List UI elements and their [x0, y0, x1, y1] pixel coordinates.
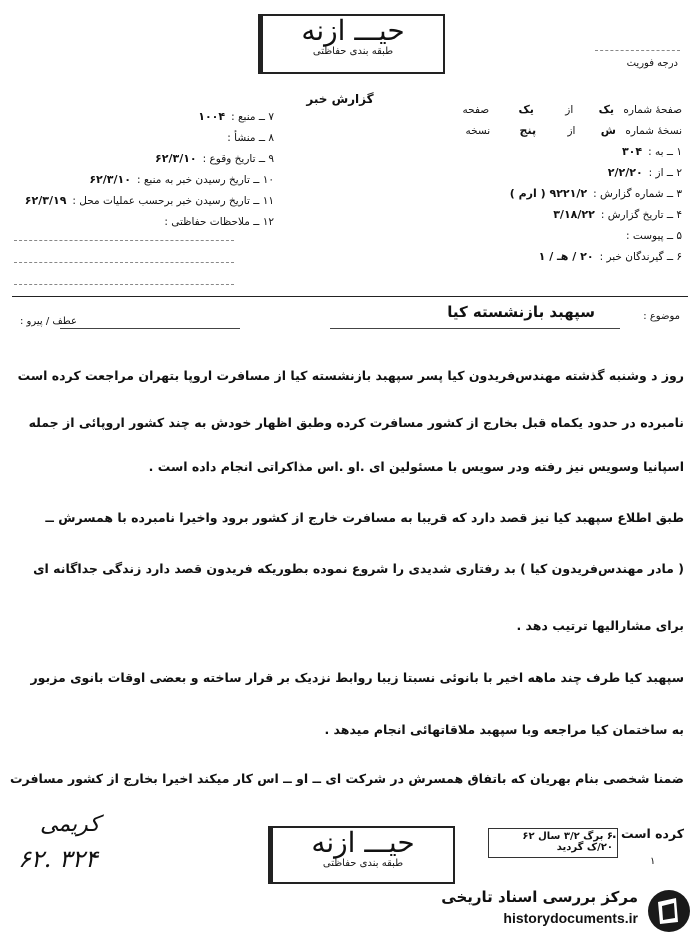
archive-box [488, 828, 618, 858]
body-line-7: سپهبد کیا طرف چند ماهه اخیر با بانوئی نسبتا زیبا روابط نزدیک بر قرار ساخته و بعضی اوقات بانوی مزبور [30, 670, 684, 685]
stamp-label: طبقه بندی حفاظتی [322, 858, 404, 869]
field-recipients: ۶ ــ گیرندگان خبر :۲۰ / هـ / ۱ [538, 250, 682, 263]
field-security-notes: ۱۲ ــ ملاحظات حفاظتی : [164, 216, 274, 228]
subject-row [20, 303, 680, 327]
field-from: ۲ ــ از :۲/۲/۲۰ [607, 166, 682, 179]
body-line-3: اسپانیا وسویس نیز رفته ودر سویس با مسئولین ای .او .اس مذاکراتی انجام داده است . [148, 459, 684, 474]
body-line-9: ضمنا شخصی بنام بهریان که باتفاق همسرش در شرکت ای ــ او ــ اس کار میکند اخیرا بخارج از کشور مسافرت [10, 771, 684, 786]
archive-box-line2: ۲۰/ک گردید [556, 842, 613, 853]
body-line-1: روز د وشنبه گذشته مهندس‌فریدون کیا پسر سپهبد بازنشسته کیا از مسافرت اروپا بتهران مراجعت کرده است [17, 368, 684, 383]
body-line-10: کرده است . [611, 826, 684, 841]
stamp-title: حیـــ ازنه [301, 14, 405, 47]
watermark-url: historydocuments.ir [503, 910, 638, 926]
body-line-8: به ساختمان کیا مراجعه وبا سپهبد ملاقاتهائی انجام میدهد . [324, 722, 684, 737]
stamp-title: حیـــ ازنه [311, 826, 415, 859]
subject-value: سپهبد بازنشسته کیا [447, 303, 595, 321]
field-report-number: ۳ ــ شماره گزارش :۹۲۲۱/۲ ( ارم ) [509, 187, 682, 200]
priority-label: درجه فوریت [626, 58, 678, 69]
field-attachment: ۵ ــ پیوست : [626, 230, 682, 242]
classification-stamp-top [258, 14, 445, 74]
archive-box-line1: ۶ برگ ۳/۲ سال ۶۲ [522, 831, 613, 842]
subject-label: موضوع : [643, 311, 680, 322]
watermark-title: مرکز بررسی اسناد تاریخی [441, 888, 638, 906]
archive-logo-icon [646, 888, 692, 934]
header-divider [12, 296, 688, 297]
watermark-logo [392, 886, 692, 936]
field-report-date: ۴ ــ تاریخ گزارش :۳/۱۸/۲۲ [553, 208, 682, 221]
field-occurrence-date: ۹ ــ تاریخ وقوع :۶۲/۳/۱۰ [155, 152, 274, 165]
classification-stamp-bottom [268, 826, 455, 884]
body-line-4: طبق اطلاع سپهبد کیا نیز قصد دارد که قریبا به مسافرت خارج از کشور برود واخیرا نامبرده با همسرش ــ [45, 510, 684, 525]
field-date-to-source: ۱۰ ــ تاریخ رسیدن خبر به منبع :۶۲/۳/۱۰ [89, 173, 274, 186]
stamp-label: طبقه بندی حفاظتی [312, 46, 394, 57]
report-title: گزارش خبر [306, 92, 374, 106]
handwritten-number: ۶۲. ۳۲۴ [18, 845, 98, 873]
left-fields [14, 110, 274, 236]
field-origin: ۸ ــ منشأ : [227, 132, 274, 144]
body-line-5: ( مادر مهندس‌فریدون کیا ) بد رفتاری شدیدی را شروع نموده بطوریکه فریدون قصد دارد زندگی جداگانه ای [33, 561, 684, 576]
archive-box-mark: ۱ [650, 856, 656, 867]
reference-label: عطف / پیرو : [20, 316, 77, 327]
field-date-operations: ۱۱ ــ تاریخ رسیدن خبر برحسب عملیات محل :۶۲/۳/۱۹ [24, 194, 274, 207]
field-to: ۱ ــ به :۳۰۴ [621, 145, 682, 158]
field-page-number: صفحۀ شماره یک از یک صفحه [462, 103, 682, 116]
handwritten-signature: کریمی [40, 812, 100, 837]
body-line-2: نامبرده در حدود یکماه قبل بخارج از کشور مسافرت کرده وطبق اظهار خودش به چند کشور اروپائی از جمله [28, 415, 684, 430]
field-copy-number: نسخۀ شماره ش از پنج نسخه [465, 124, 682, 137]
right-fields [382, 103, 682, 271]
field-source: ۷ ــ منبع :۱۰۰۴ [198, 110, 274, 123]
body-line-6: برای مشارالیها ترتیب دهد . [516, 618, 684, 633]
